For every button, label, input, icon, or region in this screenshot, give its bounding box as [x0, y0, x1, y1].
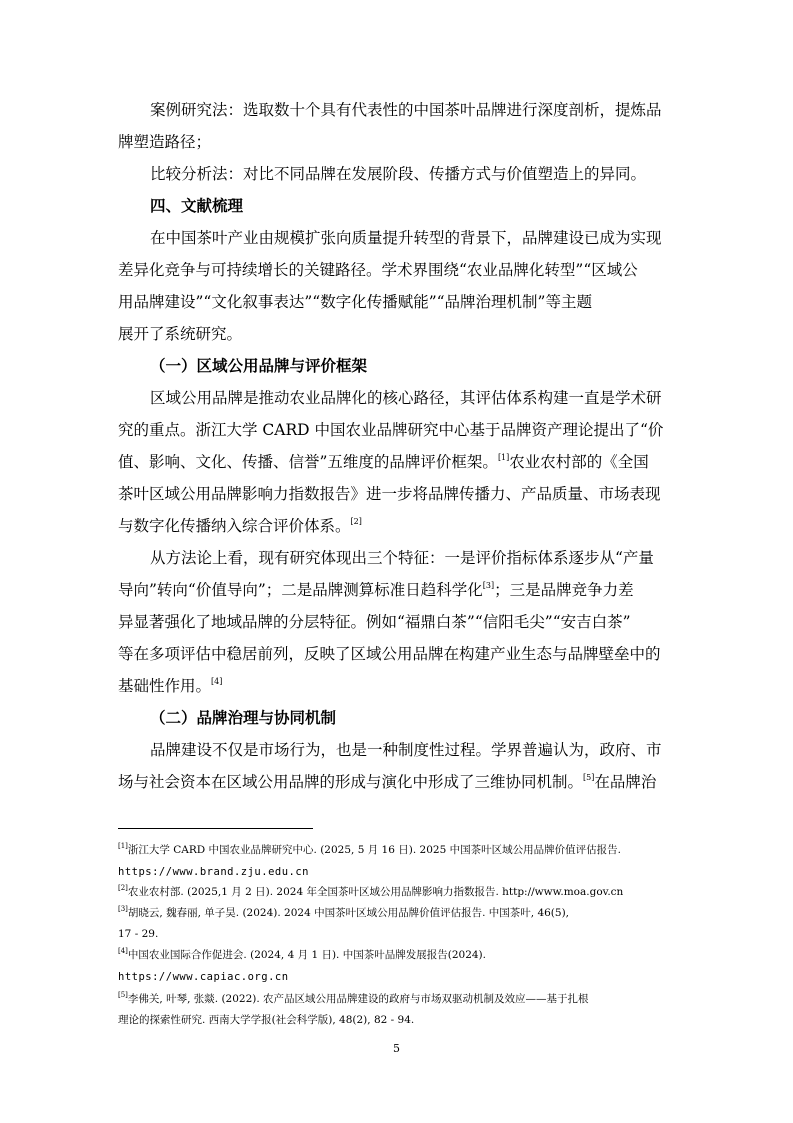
footnote-marker: [1]: [118, 841, 128, 850]
paragraph-line: 茶叶区域公用品牌影响力指数报告》进一步将品牌传播力、产品质量、市场表现: [118, 485, 661, 503]
paragraph-line: 与数字化传播纳入综合评价体系。[2]: [118, 516, 362, 535]
paragraph-line: 用品牌建设”“文化叙事表达”“数字化传播赋能”“品牌治理机制”等主题: [118, 293, 592, 311]
citation-marker[interactable]: [3]: [482, 580, 495, 590]
paragraph-line: 比较分析法：对比不同品牌在发展阶段、传播方式与价值塑造上的异同。: [150, 165, 647, 183]
citation-marker[interactable]: [1]: [497, 452, 510, 462]
paragraph-line: 等在多项评估中稳居前列，反映了区域公用品牌在构建产业生态与品牌壁垒中的: [118, 645, 661, 663]
paragraph-line: 牌塑造路径；: [118, 133, 212, 151]
subsection-heading: （一）区域公用品牌与评价框架: [150, 356, 368, 375]
paragraph-line: 在中国茶叶产业由规模扩张向质量提升转型的背景下，品牌建设已成为实现: [150, 229, 662, 247]
paragraph-line: 差异化竞争与可持续增长的关键路径。学术界围绕“农业品牌化转型”“区域公: [118, 261, 638, 279]
paragraph-line: 异显著强化了地域品牌的分层特征。例如“福鼎白茶”“信阳毛尖”“安吉白茶”: [118, 613, 631, 631]
footnote-marker: [3]: [118, 904, 128, 913]
paragraph-line: 品牌建设不仅是市场行为，也是一种制度性过程。学界普遍认为，政府、市: [150, 741, 662, 759]
footnote: [2]农业农村部. (2025,1 月 2 日). 2024 年全国茶叶区域公用品牌影响力指数报告. http://www.moa.gov.cn: [118, 883, 624, 898]
paragraph-line: 从方法论上看，现有研究体现出三个特征：一是评价指标体系逐步从“产量: [150, 549, 654, 567]
citation-marker[interactable]: [4]: [211, 676, 223, 686]
footnote-url[interactable]: https://www.capiac.org.cn: [118, 971, 289, 983]
footnote-continuation: 理论的探索性研究. 西南大学学报(社会科学版), 48(2), 82 - 94.: [118, 1014, 415, 1026]
footnote: [4]中国农业国际合作促进会. (2024, 4 月 1 日). 中国茶叶品牌发展报告(2024).: [118, 946, 486, 961]
paragraph-line: 案例研究法：选取数十个具有代表性的中国茶叶品牌进行深度剖析，提炼品: [150, 101, 662, 119]
paragraph-line: 区域公用品牌是推动农业品牌化的核心路径，其评估体系构建一直是学术研: [150, 389, 662, 407]
footnote-marker: [2]: [118, 883, 128, 892]
footnote-marker: [4]: [118, 946, 128, 955]
section-heading: 四、文献梳理: [150, 196, 244, 215]
paragraph-line: 究的重点。浙江大学 CARD 中国农业品牌研究中心基于品牌资产理论提出了“价: [118, 421, 664, 439]
footnote-divider: [118, 828, 313, 829]
citation-marker[interactable]: [5]: [583, 772, 595, 782]
footnote: [5]李佛关, 叶琴, 张燚. (2022). 农产品区域公用品牌建设的政府与市场双驱动机制及效应——基于扎根: [118, 990, 589, 1005]
paragraph-line: 值、影响、文化、传播、信誉”五维度的品牌评价框架。[1]农业农村部的《全国: [118, 452, 649, 471]
page-number: 5: [393, 1042, 400, 1055]
footnote: [3]胡晓云, 魏春丽, 单子昊. (2024). 2024 中国茶叶区域公用品牌价值评估报告. 中国茶叶, 46(5),: [118, 904, 570, 919]
paragraph-line: 基础性作用。[4]: [118, 676, 223, 695]
paragraph-line: 展开了系统研究。: [118, 325, 243, 343]
footnote-marker: [5]: [118, 990, 128, 999]
paragraph-line: 导向”转向“价值导向”；二是品牌测算标准日趋科学化[3]；三是品牌竞争力差: [118, 580, 634, 599]
subsection-heading: （二）品牌治理与协同机制: [150, 708, 337, 727]
footnote-url[interactable]: https://www.brand.zju.edu.cn: [118, 866, 310, 878]
citation-marker[interactable]: [2]: [350, 516, 362, 526]
paragraph-line: 场与社会资本在区域公用品牌的形成与演化中形成了三维协同机制。[5]在品牌治: [118, 772, 657, 791]
footnote-continuation: 17 - 29.: [118, 928, 159, 940]
footnote: [1]浙江大学 CARD 中国农业品牌研究中心. (2025, 5 月 16 日). 2025 中国茶叶区域公用品牌价值评估报告.: [118, 841, 621, 856]
